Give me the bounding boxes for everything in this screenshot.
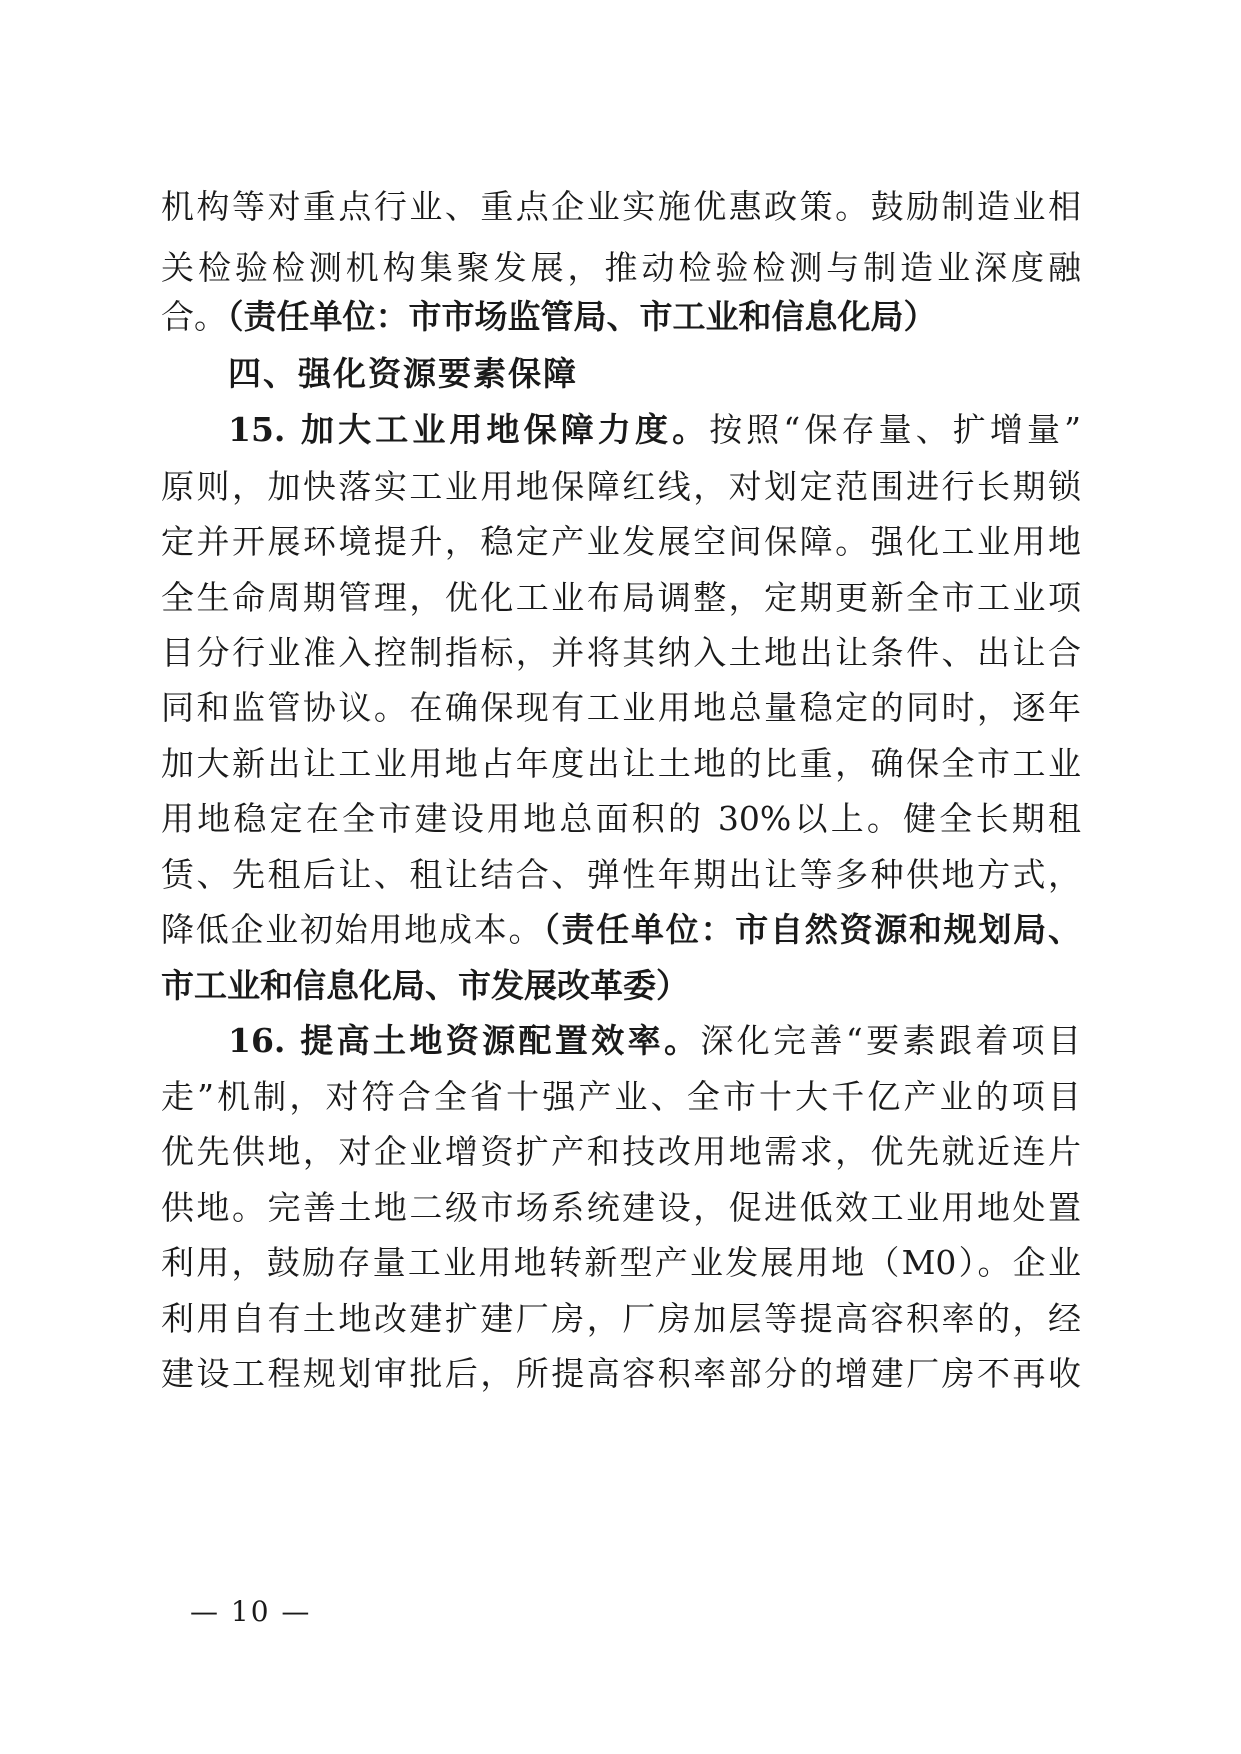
paragraph-line: 同和监管协议。在确保现有工业用地总量稳定的同时，逐年 [161,688,1081,727]
item-15-title-line [228,400,1081,460]
item-15-title: 15. 加大工业用地保障力度。 [228,410,710,449]
responsible-units: （责任单位：市市场监管局、市工业和信息化局） [227,297,937,336]
paragraph-line: 定并开展环境提升，稳定产业发展空间保障。强化工业用地 [161,522,1081,561]
paragraph-text: 降低企业初始用地成本。 [161,910,544,949]
paragraph-text: 合。 [161,297,227,336]
paragraph-line: 走”机制，对符合全省十强产业、全市十大千亿产业的项目 [161,1077,1081,1116]
item-16-title: 16. 提高土地资源配置效率。 [228,1021,701,1060]
paragraph-line: 利用，鼓励存量工业用地转新型产业发展用地（M0）。企业 [161,1243,1081,1282]
paragraph-line: 加大新出让工业用地占年度出让土地的比重，确保全市工业 [161,744,1081,783]
responsible-units: 市工业和信息化局、市发展改革委） [161,966,689,1005]
paragraph-line: 建设工程规划审批后，所提高容积率部分的增建厂房不再收 [161,1354,1081,1393]
paragraph-line: 优先供地，对企业增资扩产和技改用地需求，优先就近连片 [161,1132,1081,1171]
paragraph-text: 按照“保存量、扩增量” [709,410,1081,449]
paragraph-line [161,900,1081,960]
paragraph-line [161,287,1081,347]
paragraph-line: 机构等对重点行业、重点企业实施优惠政策。鼓励制造业相 [161,187,1081,226]
paragraph-line: 供地。完善土地二级市场系统建设，促进低效工业用地处置 [161,1188,1081,1227]
paragraph-text: 深化完善“要素跟着项目 [700,1021,1081,1060]
item-16-title-line [228,1011,1081,1071]
paragraph-line: 目分行业准入控制指标，并将其纳入土地出让条件、出让合 [161,633,1081,672]
section-heading: 四、强化资源要素保障 [228,354,578,393]
paragraph-line: 赁、先租后让、租让结合、弹性年期出让等多种供地方式， [161,855,1081,894]
page-number: — 10 — [190,1595,312,1628]
paragraph-line: 关检验检测机构集聚发展，推动检验检测与制造业深度融 [161,248,1081,287]
paragraph-line: 用地稳定在全市建设用地总面积的 30%以上。健全长期租 [161,799,1081,838]
paragraph-line: 原则，加快落实工业用地保障红线，对划定范围进行长期锁 [161,467,1081,506]
paragraph-line: 全生命周期管理，优化工业布局调整，定期更新全市工业项 [161,578,1081,617]
responsible-units: （责任单位：市自然资源和规划局、 [543,910,1081,949]
paragraph-line: 利用自有土地改建扩建厂房，厂房加层等提高容积率的，经 [161,1299,1081,1338]
